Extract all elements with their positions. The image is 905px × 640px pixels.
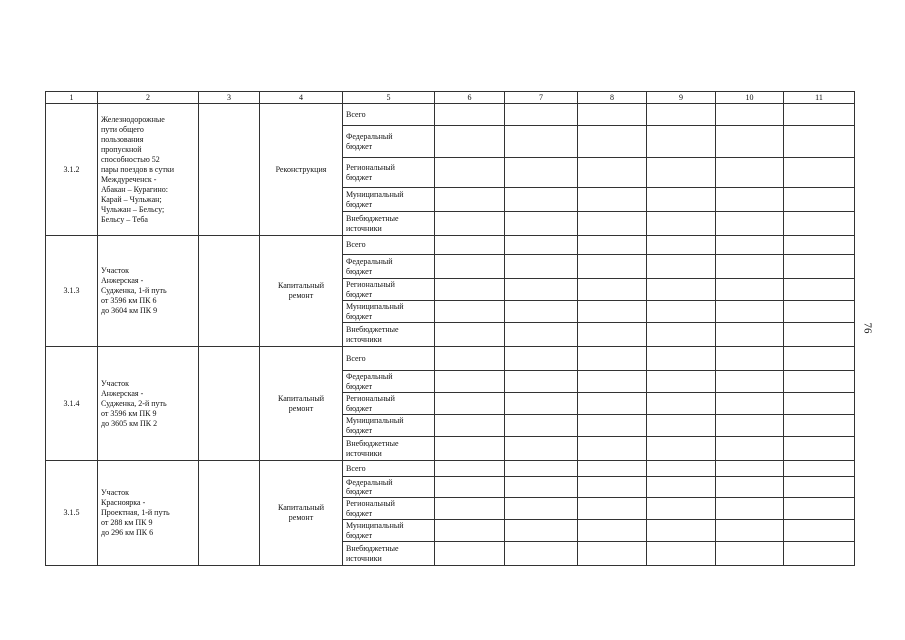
work-type: Капитальный ремонт xyxy=(260,461,343,566)
value-cell xyxy=(647,279,716,301)
funding-source: Муниципальный бюджет xyxy=(343,415,435,437)
value-cell xyxy=(716,104,784,126)
value-cell xyxy=(784,236,855,255)
value-cell xyxy=(505,158,578,188)
work-type: Капитальный ремонт xyxy=(260,236,343,347)
value-cell xyxy=(784,301,855,323)
value-cell xyxy=(647,126,716,158)
value-cell xyxy=(647,477,716,498)
column-number: 4 xyxy=(260,92,343,104)
value-cell xyxy=(784,323,855,347)
funding-source: Региональный бюджет xyxy=(343,279,435,301)
value-cell xyxy=(435,371,505,393)
value-cell xyxy=(435,126,505,158)
value-cell xyxy=(435,461,505,477)
value-cell xyxy=(784,104,855,126)
empty-cell xyxy=(199,347,260,461)
value-cell xyxy=(505,126,578,158)
value-cell xyxy=(505,415,578,437)
value-cell xyxy=(784,520,855,542)
item-code: 3.1.4 xyxy=(46,347,98,461)
value-cell xyxy=(784,542,855,566)
funding-source: Внебюджетные источники xyxy=(343,212,435,236)
column-number: 2 xyxy=(98,92,199,104)
funding-source: Федеральный бюджет xyxy=(343,477,435,498)
funding-source: Региональный бюджет xyxy=(343,158,435,188)
column-number: 1 xyxy=(46,92,98,104)
value-cell xyxy=(716,498,784,520)
value-cell xyxy=(505,477,578,498)
value-cell xyxy=(716,520,784,542)
value-cell xyxy=(578,236,647,255)
item-code: 3.1.3 xyxy=(46,236,98,347)
table-body xyxy=(46,104,855,566)
value-cell xyxy=(784,212,855,236)
value-cell xyxy=(505,255,578,279)
column-number: 3 xyxy=(199,92,260,104)
value-cell xyxy=(505,437,578,461)
value-cell xyxy=(578,498,647,520)
value-cell xyxy=(784,126,855,158)
value-cell xyxy=(435,520,505,542)
table-row xyxy=(46,347,855,371)
page-number: 76 xyxy=(861,322,874,334)
funding-source: Федеральный бюджет xyxy=(343,126,435,158)
value-cell xyxy=(716,212,784,236)
value-cell xyxy=(505,279,578,301)
column-number: 6 xyxy=(435,92,505,104)
value-cell xyxy=(647,188,716,212)
value-cell xyxy=(505,520,578,542)
value-cell xyxy=(716,477,784,498)
value-cell xyxy=(578,415,647,437)
value-cell xyxy=(435,437,505,461)
value-cell xyxy=(578,437,647,461)
value-cell xyxy=(647,371,716,393)
value-cell xyxy=(647,415,716,437)
value-cell xyxy=(716,437,784,461)
value-cell xyxy=(647,498,716,520)
value-cell xyxy=(505,188,578,212)
value-cell xyxy=(784,437,855,461)
column-number: 9 xyxy=(647,92,716,104)
value-cell xyxy=(716,393,784,415)
empty-cell xyxy=(199,236,260,347)
value-cell xyxy=(578,126,647,158)
value-cell xyxy=(505,393,578,415)
value-cell xyxy=(435,542,505,566)
value-cell xyxy=(435,255,505,279)
value-cell xyxy=(435,236,505,255)
value-cell xyxy=(647,347,716,371)
column-number-row xyxy=(46,92,855,104)
value-cell xyxy=(578,461,647,477)
value-cell xyxy=(784,371,855,393)
value-cell xyxy=(578,188,647,212)
value-cell xyxy=(435,104,505,126)
item-code: 3.1.2 xyxy=(46,104,98,236)
value-cell xyxy=(784,393,855,415)
funding-source: Всего xyxy=(343,104,435,126)
value-cell xyxy=(505,371,578,393)
value-cell xyxy=(716,347,784,371)
value-cell xyxy=(505,461,578,477)
value-cell xyxy=(505,323,578,347)
value-cell xyxy=(578,158,647,188)
value-cell xyxy=(784,461,855,477)
value-cell xyxy=(435,393,505,415)
value-cell xyxy=(716,158,784,188)
value-cell xyxy=(578,104,647,126)
value-cell xyxy=(647,520,716,542)
value-cell xyxy=(647,461,716,477)
value-cell xyxy=(435,212,505,236)
value-cell xyxy=(647,301,716,323)
table-row xyxy=(46,104,855,126)
value-cell xyxy=(505,542,578,566)
value-cell xyxy=(505,301,578,323)
value-cell xyxy=(647,212,716,236)
item-name: Участок Красноярка - Проектная, 1-й путь от 288 км ПК 9 до 296 км ПК 6 xyxy=(98,461,199,566)
value-cell xyxy=(784,158,855,188)
funding-source: Всего xyxy=(343,347,435,371)
item-code: 3.1.5 xyxy=(46,461,98,566)
value-cell xyxy=(505,104,578,126)
value-cell xyxy=(716,236,784,255)
funding-source: Региональный бюджет xyxy=(343,498,435,520)
value-cell xyxy=(716,279,784,301)
value-cell xyxy=(578,393,647,415)
funding-source: Муниципальный бюджет xyxy=(343,301,435,323)
work-type: Реконструкция xyxy=(260,104,343,236)
funding-source: Федеральный бюджет xyxy=(343,371,435,393)
table-row xyxy=(46,461,855,477)
value-cell xyxy=(435,279,505,301)
value-cell xyxy=(647,323,716,347)
value-cell xyxy=(716,255,784,279)
value-cell xyxy=(647,437,716,461)
value-cell xyxy=(578,477,647,498)
value-cell xyxy=(578,301,647,323)
value-cell xyxy=(647,255,716,279)
value-cell xyxy=(647,542,716,566)
value-cell xyxy=(435,301,505,323)
value-cell xyxy=(435,477,505,498)
value-cell xyxy=(647,393,716,415)
value-cell xyxy=(435,188,505,212)
value-cell xyxy=(716,415,784,437)
value-cell xyxy=(716,542,784,566)
investment-table xyxy=(45,91,855,566)
value-cell xyxy=(505,347,578,371)
value-cell xyxy=(578,323,647,347)
value-cell xyxy=(716,188,784,212)
item-name: Участок Анжерская - Судженка, 2-й путь от 3596 км ПК 9 до 3605 км ПК 2 xyxy=(98,347,199,461)
value-cell xyxy=(716,461,784,477)
table-row xyxy=(46,236,855,255)
value-cell xyxy=(784,415,855,437)
funding-source: Всего xyxy=(343,236,435,255)
value-cell xyxy=(578,279,647,301)
value-cell xyxy=(784,347,855,371)
value-cell xyxy=(505,212,578,236)
column-number: 5 xyxy=(343,92,435,104)
funding-source: Внебюджетные источники xyxy=(343,437,435,461)
value-cell xyxy=(784,498,855,520)
value-cell xyxy=(435,323,505,347)
item-name: Железнодорожные пути общего пользования пропускной способностью 52 пары поездов в сутки Междуреченск - Абакан – Курагино: Карай – Чульжан; Чульжан – Бельсу; Бельсу – Теба xyxy=(98,104,199,236)
value-cell xyxy=(784,255,855,279)
column-number: 8 xyxy=(578,92,647,104)
funding-source: Внебюджетные источники xyxy=(343,323,435,347)
item-name: Участок Анжерская - Судженка, 1-й путь от 3596 км ПК 6 до 3604 км ПК 9 xyxy=(98,236,199,347)
value-cell xyxy=(578,520,647,542)
column-number: 7 xyxy=(505,92,578,104)
value-cell xyxy=(435,498,505,520)
value-cell xyxy=(505,498,578,520)
value-cell xyxy=(435,158,505,188)
funding-source: Всего xyxy=(343,461,435,477)
empty-cell xyxy=(199,104,260,236)
value-cell xyxy=(647,158,716,188)
funding-source: Внебюджетные источники xyxy=(343,542,435,566)
funding-source: Региональный бюджет xyxy=(343,393,435,415)
empty-cell xyxy=(199,461,260,566)
value-cell xyxy=(578,255,647,279)
value-cell xyxy=(578,542,647,566)
value-cell xyxy=(578,347,647,371)
value-cell xyxy=(578,212,647,236)
value-cell xyxy=(505,236,578,255)
work-type: Капитальный ремонт xyxy=(260,347,343,461)
value-cell xyxy=(716,371,784,393)
value-cell xyxy=(435,347,505,371)
value-cell xyxy=(578,371,647,393)
value-cell xyxy=(784,279,855,301)
value-cell xyxy=(647,236,716,255)
column-number: 11 xyxy=(784,92,855,104)
value-cell xyxy=(716,126,784,158)
column-number: 10 xyxy=(716,92,784,104)
value-cell xyxy=(716,323,784,347)
value-cell xyxy=(716,301,784,323)
funding-source: Федеральный бюджет xyxy=(343,255,435,279)
value-cell xyxy=(435,415,505,437)
funding-source: Муниципальный бюджет xyxy=(343,520,435,542)
value-cell xyxy=(784,188,855,212)
value-cell xyxy=(784,477,855,498)
value-cell xyxy=(647,104,716,126)
funding-source: Муниципальный бюджет xyxy=(343,188,435,212)
